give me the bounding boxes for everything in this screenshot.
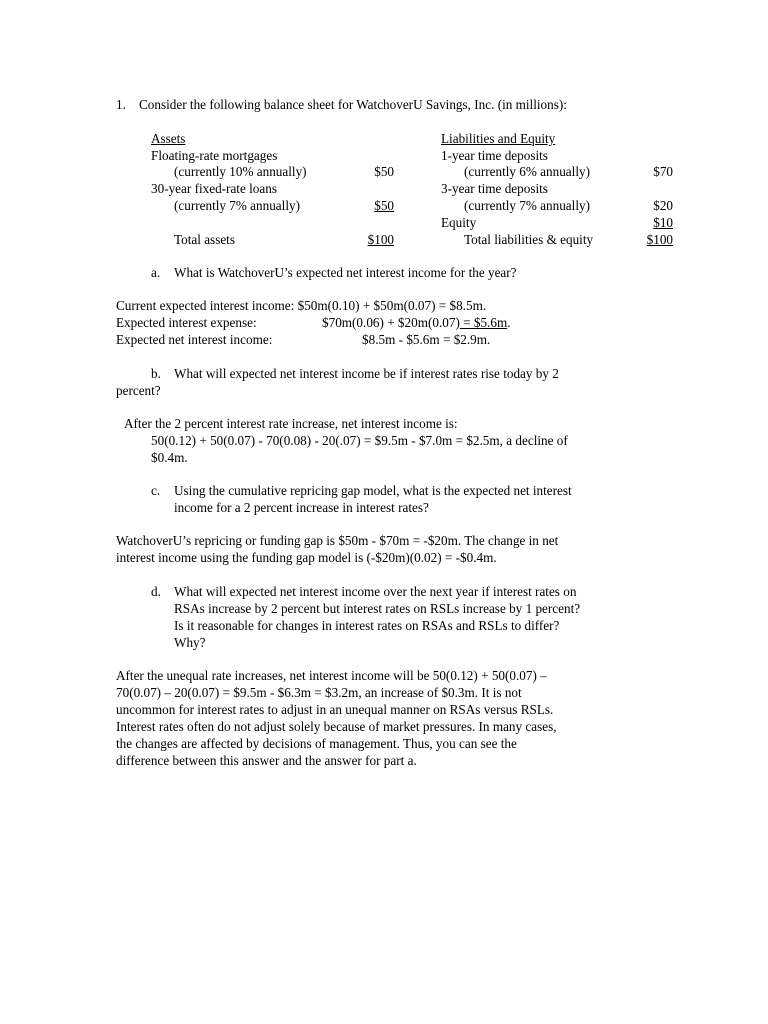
part-d-question-line4: Why? [174, 635, 206, 650]
part-b-question-line2: percent? [116, 383, 161, 398]
part-c-answer-line1: WatchoverU’s repricing or funding gap is $50m - $70m = -$20m. The change in net [116, 533, 559, 548]
part-d-question-line3: Is it reasonable for changes in interest rates on RSAs and RSLs to differ? [174, 618, 560, 633]
part-d-answer-line: Interest rates often do not adjust solely because of market pressures. In many cases, [116, 719, 557, 734]
floating-rate-amount: $50 [374, 164, 394, 179]
part-a-net-label: Expected net interest income: [116, 332, 273, 347]
total-liabilities-amount: $100 [646, 232, 673, 247]
part-d-answer-line: 70(0.07) – 20(0.07) = $9.5m - $6.3m = $3.2m, an increase of $0.3m. It is not [116, 685, 522, 700]
part-d-answer-line: After the unequal rate increases, net interest income will be 50(0.12) + 50(0.07) – [116, 668, 547, 683]
three-year-amount: $20 [653, 198, 673, 213]
floating-rate-sub-label: (currently 10% annually) [174, 164, 307, 179]
part-b-letter: b. [151, 366, 161, 381]
part-a-expense-label: Expected interest expense: [116, 315, 257, 330]
part-c-question-line1: Using the cumulative repricing gap model, what is the expected net interest [174, 483, 572, 498]
fixed-rate-sub-label: (currently 7% annually) [174, 198, 300, 213]
equity-amount: $10 [653, 215, 673, 230]
part-a-question: What is WatchoverU’s expected net interest income for the year? [174, 265, 517, 280]
question-prompt: Consider the following balance sheet for WatchoverU Savings, Inc. (in millions): [139, 97, 567, 112]
part-d-answer-line: uncommon for interest rates to adjust in an unequal manner on RSAs versus RSLs. [116, 702, 554, 717]
part-a-letter: a. [151, 265, 161, 280]
assets-header: Assets [151, 131, 186, 146]
question-number: 1. [116, 97, 126, 112]
part-d-answer-line: difference between this answer and the answer for part a. [116, 753, 417, 768]
equity-label: Equity [441, 215, 477, 230]
total-assets-label: Total assets [174, 232, 235, 247]
part-b-question-line1: What will expected net interest income be if interest rates rise today by 2 [174, 366, 559, 381]
part-b-answer-line1: 50(0.12) + 50(0.07) - 70(0.08) - 20(.07) = $9.5m - $7.0m = $2.5m, a decline of [151, 433, 568, 448]
part-a-net-formula: $8.5m - $5.6m = $2.9m. [362, 332, 491, 347]
part-d-question-line1: What will expected net interest income over the next year if interest rates on [174, 584, 577, 599]
part-d-letter: d. [151, 584, 161, 599]
part-c-letter: c. [151, 483, 161, 498]
fixed-rate-amount: $50 [374, 198, 394, 213]
part-c-answer-line2: interest income using the funding gap model is (-$20m)(0.02) = -$0.4m. [116, 550, 497, 565]
floating-rate-mortgages-label: Floating-rate mortgages [151, 148, 278, 163]
part-a-income-line: Current expected interest income: $50m(0.10) + $50m(0.07) = $8.5m. [116, 298, 487, 313]
fixed-rate-loans-label: 30-year fixed-rate loans [151, 181, 277, 196]
total-liabilities-label: Total liabilities & equity [464, 232, 594, 247]
liabilities-header: Liabilities and Equity [441, 131, 556, 146]
three-year-sub-label: (currently 7% annually) [464, 198, 590, 213]
part-d-question-line2: RSAs increase by 2 percent but interest rates on RSLs increase by 1 percent? [174, 601, 581, 616]
one-year-deposits-label: 1-year time deposits [441, 148, 548, 163]
total-assets-amount: $100 [367, 232, 394, 247]
part-a-expense-formula: $70m(0.06) + $20m(0.07) = $5.6m. [322, 315, 511, 330]
one-year-amount: $70 [653, 164, 673, 179]
part-d-answer-line: the changes are affected by decisions of management. Thus, you can see the [116, 736, 517, 751]
one-year-sub-label: (currently 6% annually) [464, 164, 590, 179]
part-b-answer-intro: After the 2 percent interest rate increase, net interest income is: [124, 416, 458, 431]
part-c-question-line2: income for a 2 percent increase in interest rates? [174, 500, 429, 515]
three-year-deposits-label: 3-year time deposits [441, 181, 548, 196]
part-b-answer-line2: $0.4m. [151, 450, 188, 465]
